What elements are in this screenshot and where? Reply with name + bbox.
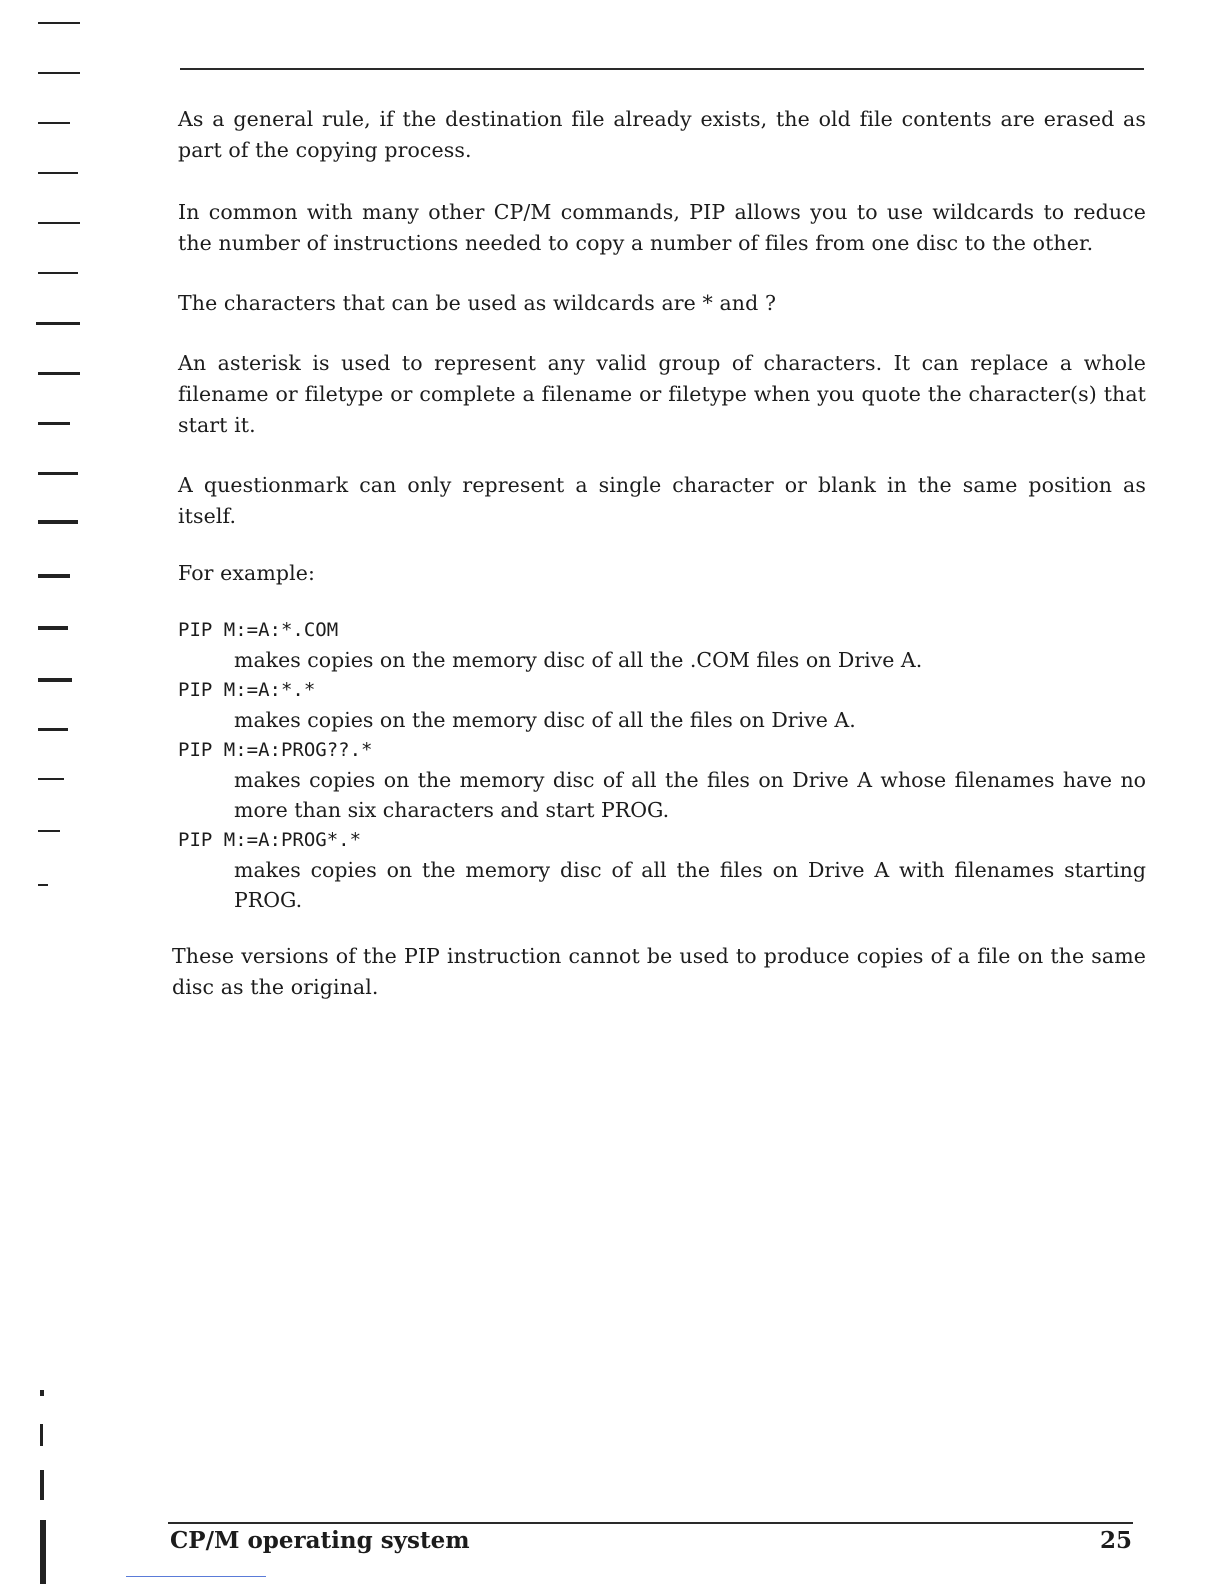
footer-title: CP/M operating system xyxy=(170,1527,470,1554)
scan-mark xyxy=(38,272,78,274)
header-rule xyxy=(180,68,1144,70)
scan-mark xyxy=(38,372,80,375)
example-description: makes copies on the memory disc of all the files on Drive A whose filenames have no more than six characters and start PROG. xyxy=(234,768,1146,822)
paragraph-for-example: For example: xyxy=(178,561,316,585)
example-command: PIP M:=A:*.COM xyxy=(178,619,339,641)
examples-list xyxy=(178,615,1146,915)
example-item xyxy=(178,735,1146,825)
scan-artifact-line xyxy=(126,1576,266,1577)
example-description: makes copies on the memory disc of all the files on Drive A. xyxy=(234,708,856,732)
binding-marks xyxy=(0,0,80,1584)
scan-mark xyxy=(38,728,68,731)
scan-mark xyxy=(40,1520,46,1584)
scan-mark xyxy=(40,1470,44,1500)
scan-mark xyxy=(38,122,70,124)
paragraph-same-disc-note: These versions of the PIP instruction cannot be used to produce copies of a file on the same disc as the original. xyxy=(172,944,1146,999)
scan-mark xyxy=(38,678,72,682)
main-content xyxy=(172,104,1146,1003)
scan-mark xyxy=(38,422,70,425)
scan-mark xyxy=(38,574,70,578)
paragraph-asterisk: An asterisk is used to represent any valid group of characters. It can replace a whole filename or filetype or complete a filename or filetype when you quote the character(s) that start it. xyxy=(178,351,1146,437)
scan-mark xyxy=(38,172,78,174)
example-command: PIP M:=A:PROG*.* xyxy=(178,829,362,851)
scan-mark xyxy=(38,778,64,780)
example-item xyxy=(178,615,1146,675)
example-description: makes copies on the memory disc of all the files on Drive A with filenames starting PROG. xyxy=(234,858,1146,912)
paragraph-wildcards-intro: In common with many other CP/M commands, PIP allows you to use wildcards to reduce the number of instructions needed to copy a number of files from one disc to the other. xyxy=(178,200,1146,255)
example-command: PIP M:=A:*.* xyxy=(178,679,316,701)
paragraph-destination-erase: As a general rule, if the destination file already exists, the old file contents are erased as part of the copying process. xyxy=(178,107,1146,162)
scan-mark xyxy=(36,322,80,325)
example-item xyxy=(178,825,1146,915)
scan-mark xyxy=(38,22,80,24)
scan-mark xyxy=(38,830,60,832)
paragraph-questionmark: A questionmark can only represent a single character or blank in the same position as itself. xyxy=(178,473,1146,528)
example-description: makes copies on the memory disc of all the .COM files on Drive A. xyxy=(234,648,923,672)
scan-mark xyxy=(38,472,78,475)
scan-mark xyxy=(38,520,78,524)
scan-mark xyxy=(38,884,48,886)
scan-mark xyxy=(38,72,80,74)
scan-mark xyxy=(38,626,68,630)
paragraph-wildcard-chars: The characters that can be used as wildcards are * and ? xyxy=(178,291,777,315)
scan-mark xyxy=(40,1390,44,1396)
example-command: PIP M:=A:PROG??.* xyxy=(178,739,373,761)
page-number: 25 xyxy=(1099,1527,1132,1554)
scan-mark xyxy=(38,222,80,224)
example-item xyxy=(178,675,1146,735)
scan-mark xyxy=(40,1424,43,1446)
